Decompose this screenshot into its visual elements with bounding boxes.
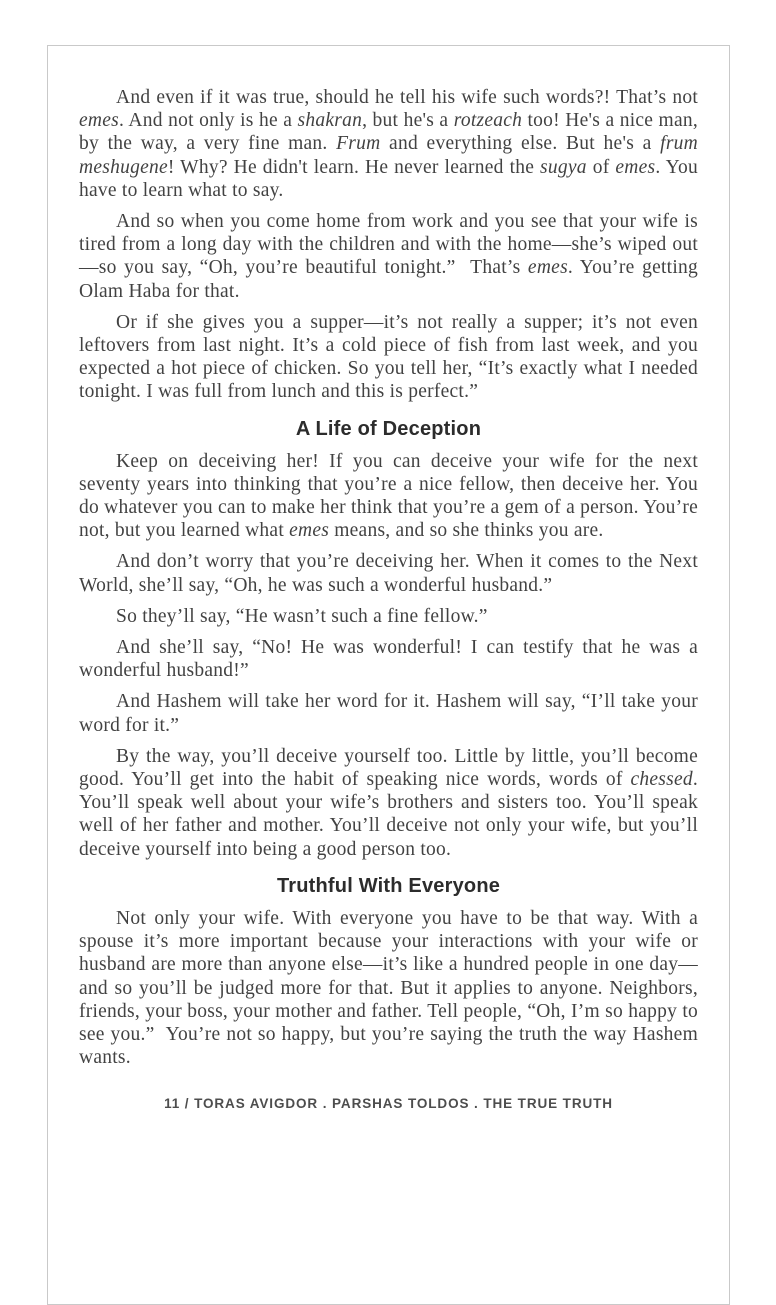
italic-term: Frum — [336, 133, 381, 155]
paragraph: And so when you come home from work and you see that your wife is tired from a long day with the children and with the home—she’s wiped out—so you say, “Oh, you’re beautiful tonight.” That’s emes. You’re getting Olam Haba for that. — [79, 211, 698, 302]
italic-term: rotzeach — [453, 110, 523, 132]
section-heading: Truthful With Everyone — [276, 874, 501, 897]
paragraph: And even if it was true, should he tell his wife such words?! That’s not emes. And not only is he a shakran, but he's a rotzeach too! He's a nice man, by the way, a very fine man. Frum and everything else. But he's a frum meshugene! Why? He didn't learn. He never learned the sugya of emes. You have to learn what to say. — [79, 87, 698, 201]
paragraph: Keep on deceiving her! If you can deceive your wife for the next seventy years into thinking that you’re a nice fellow, then deceive her. You do whatever you can to make her think that you’re a gem of a person. You’re not, but you learned what emes means, and so she thinks you are. — [79, 450, 698, 542]
italic-term: chessed — [630, 769, 693, 791]
italic-term: emes — [289, 520, 330, 542]
page-footer: 11 / TORAS AVIGDOR . PARSHAS TOLDOS . THE TRUE TRUTH — [164, 1096, 613, 1112]
paragraph: And don’t worry that you’re deceiving her. When it comes to the Next World, she’ll say, “Oh, he was such a wonderful husband.” — [79, 551, 698, 596]
section-heading: A Life of Deception — [295, 417, 482, 440]
italic-term: emes — [527, 257, 568, 279]
italic-term: emes — [79, 110, 119, 132]
italic-term: emes — [615, 156, 656, 178]
italic-term: sugya — [540, 156, 587, 178]
paragraph: By the way, you’ll deceive yourself too. Little by little, you’ll become good. You’ll get into the habit of speaking nice words, words of chessed. You’ll speak well about your wife’s brothers and sisters too. You’ll speak well of her father and mother. You’ll deceive not only your wife, but you’ll deceive yourself into being a good person too. — [79, 745, 698, 860]
document-body — [79, 86, 698, 1069]
paragraph: So they’ll say, “He wasn’t such a fine fellow.” — [116, 605, 488, 627]
italic-term: frum meshugene — [79, 133, 698, 178]
paragraph: Or if she gives you a supper—it’s not really a supper; it’s not even leftovers from last night. It’s a cold piece of fish from last week, and you expected a hot piece of chicken. So you tell her, “It’s exactly what I needed tonight. I was full from lunch and this is perfect.” — [79, 311, 698, 403]
document-page — [47, 45, 730, 1305]
italic-term: shakran — [297, 110, 363, 132]
paragraph: And Hashem will take her word for it. Hashem will say, “I’ll take your word for it.” — [79, 691, 698, 736]
paragraph: Not only your wife. With everyone you have to be that way. With a spouse it’s more important because your interactions with your wife or husband are more than anyone else—it’s like a hundred people in one day—and so you’ll be judged more for that. But it applies to anyone. Neighbors, friends, your boss, your mother and father. Tell people, “Oh, I’m so happy to see you.” You’re not so happy, but you’re saying the truth the way Hashem wants. — [79, 907, 698, 1069]
paragraph: And she’ll say, “No! He was wonderful! I can testify that he was a wonderful husband!” — [79, 637, 698, 682]
